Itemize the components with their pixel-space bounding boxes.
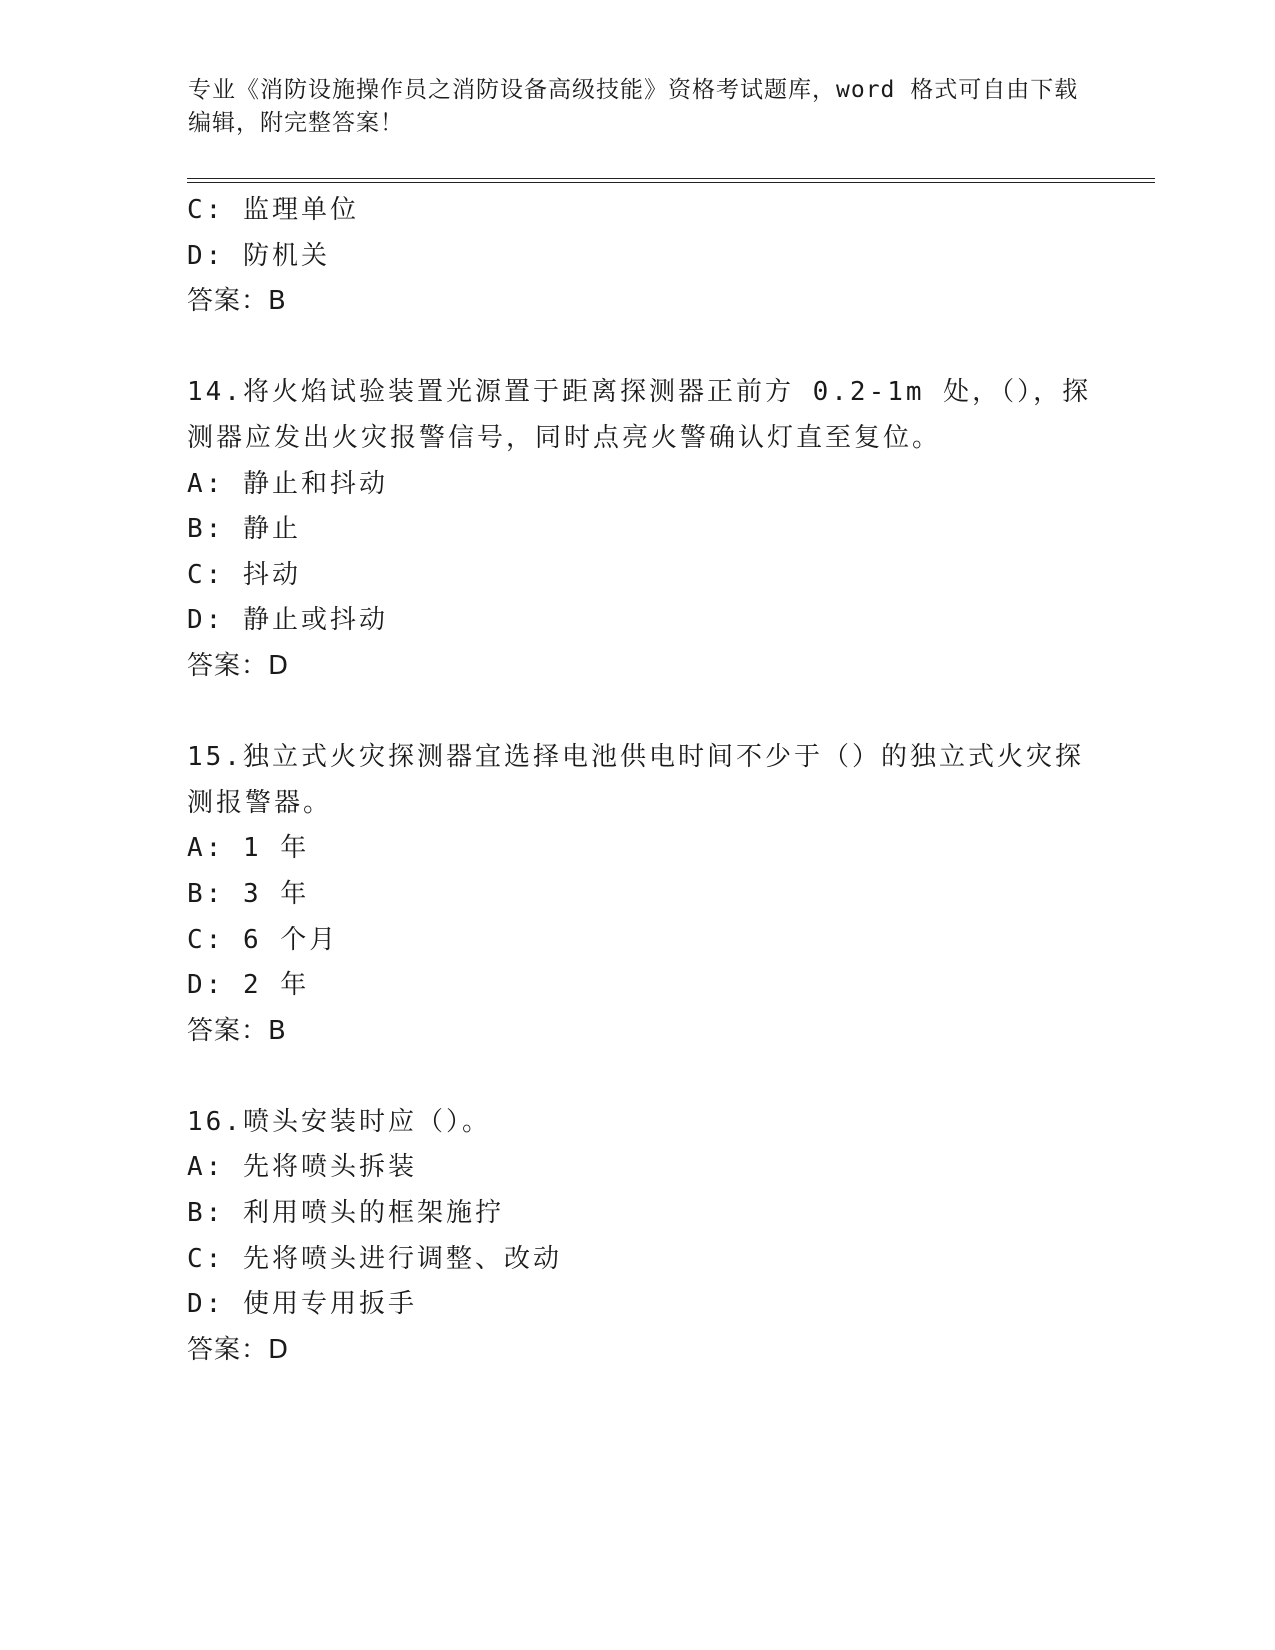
option-text: 1 年 (242, 833, 310, 864)
option-d (187, 1282, 1087, 1328)
option-text: 6 个月 (242, 924, 339, 955)
option-label: D: (187, 240, 225, 271)
option-label: C: (187, 1243, 225, 1274)
option-c (187, 553, 1087, 599)
option-label: C: (187, 559, 225, 590)
option-label: B: (187, 1198, 225, 1229)
option-text: 使用专用扳手 (242, 1289, 417, 1320)
option-label: C: (187, 924, 225, 955)
option-label: A: (187, 468, 225, 499)
header-rule-top (187, 178, 1155, 179)
option-text: 利用喷头的框架施拧 (242, 1198, 504, 1229)
answer-line: 答案：D (187, 1334, 290, 1365)
option-text: 先将喷头进行调整、改动 (242, 1243, 562, 1274)
answer-line: 答案：D (187, 650, 290, 681)
option-c (187, 918, 1087, 964)
option-label: D: (187, 605, 225, 636)
option-label: B: (187, 514, 225, 545)
question-text: 14.将火焰试验装置光源置于距离探测器正前方 0.2-1m 处，（），探 (187, 377, 1092, 408)
option-c (187, 188, 1087, 234)
question-list (187, 188, 1092, 1373)
option-label: A: (187, 833, 225, 864)
option-label: C: (187, 195, 225, 225)
option-label: D: (187, 970, 225, 1001)
option-text: 静止或抖动 (242, 605, 388, 636)
question-text: 测器应发出火灾报警信号，同时点亮火警确认灯直至复位。 (187, 422, 942, 453)
option-a (187, 1145, 1087, 1191)
option-text: 监理单位 (242, 195, 359, 225)
option-b (187, 1191, 1087, 1237)
option-text: 2 年 (242, 970, 310, 1001)
question-14 (187, 370, 1092, 689)
answer-line: 答案：B (187, 286, 287, 317)
option-c (187, 1237, 1087, 1283)
option-text: 抖动 (242, 559, 301, 590)
question-text: 测报警器。 (187, 787, 333, 818)
question-15 (187, 735, 1087, 1054)
option-text: 3 年 (242, 878, 310, 909)
option-text: 先将喷头拆装 (242, 1152, 417, 1183)
option-label: A: (187, 1152, 225, 1183)
option-b (187, 872, 1087, 918)
option-a (187, 462, 1087, 508)
option-text: 静止和抖动 (242, 468, 388, 499)
answer-line: 答案：B (187, 1015, 287, 1046)
option-text: 防机关 (242, 240, 330, 271)
option-b (187, 507, 1087, 553)
option-d (187, 598, 1087, 644)
question-text: 15.独立式火灾探测器宜选择电池供电时间不少于（）的独立式火灾探 (187, 742, 1084, 773)
option-text: 静止 (242, 514, 301, 545)
option-a (187, 826, 1087, 872)
option-d (187, 963, 1087, 1009)
question-text: 16.喷头安装时应（）。 (187, 1106, 491, 1137)
header-rule-bottom (187, 182, 1155, 183)
option-label: B: (187, 878, 225, 909)
option-d (187, 234, 1087, 280)
document-header: 专业《消防设施操作员之消防设备高级技能》资格考试题库，word 格式可自由下载编辑，附完整答案！ (188, 77, 1079, 136)
question-16 (187, 1100, 1087, 1374)
option-label: D: (187, 1289, 225, 1320)
